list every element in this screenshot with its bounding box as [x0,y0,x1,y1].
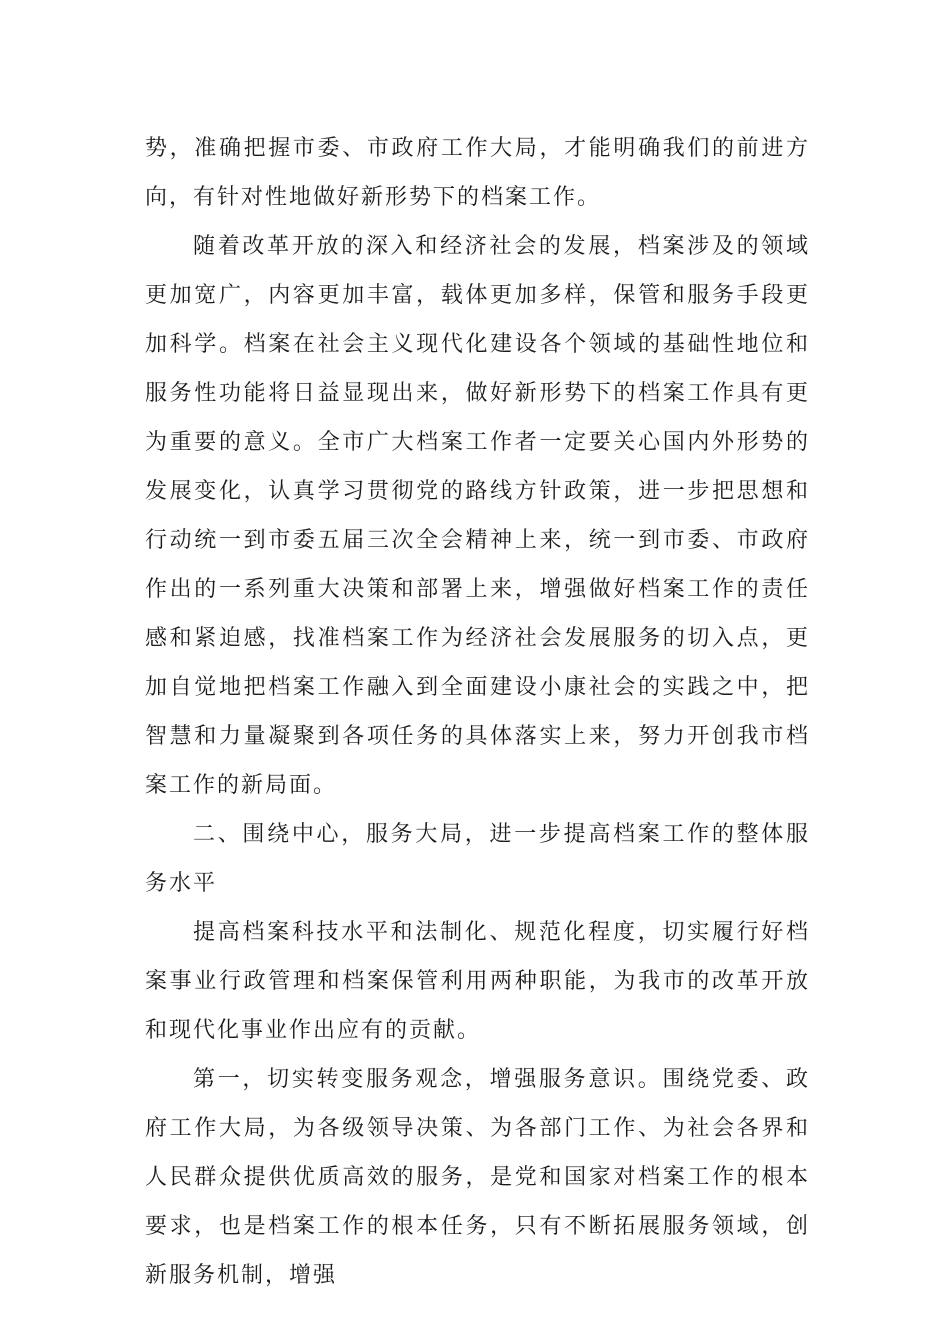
section-heading: 二、围绕中心，服务大局，进一步提高档案工作的整体服务水平 [145,822,810,896]
paragraph-service-level: 提高档案科技水平和法制化、规范化程度，切实履行好档案事业行政管理和档案保管利用两种职能，为我市的改革开放和现代化事业作出应有的贡献。 [145,920,810,1043]
paragraph-archives-significance: 随着改革开放的深入和经济社会的发展，档案涉及的领域更加宽广，内容更加丰富，载体更加多样，保管和服务手段更加科学。档案在社会主义现代化建设各个领域的基础性地位和服务性功能将日益显现出来，做好新形势下的档案工作具有更为重要的意义。全市广大档案工作者一定要关心国内外形势的发展变化，认真学习贯彻党的路线方针政策，进一步把思想和行动统一到市委五届三次全会精神上来，统一到市委、市政府作出的一系列重大决策和部署上来，增强做好档案工作的责任感和紧迫感，找准档案工作为经济社会发展服务的切入点，更加自觉地把档案工作融入到全面建设小康社会的实践之中，把智慧和力量凝聚到各项任务的具体落实上来，努力开创我市档案工作的新局面。 [145,234,810,798]
document-body [145,124,810,1300]
paragraph-continuation: 势，准确把握市委、市政府工作大局，才能明确我们的前进方向，有针对性地做好新形势下的档案工作。 [145,136,810,210]
paragraph-first-point: 第一，切实转变服务观念，增强服务意识。围绕党委、政府工作大局，为各级领导决策、为各部门工作、为社会各界和人民群众提供优质高效的服务，是党和国家对档案工作的根本要求，也是档案工作的根本任务，只有不断拓展服务领域，创新服务机制，增强 [145,1067,810,1288]
